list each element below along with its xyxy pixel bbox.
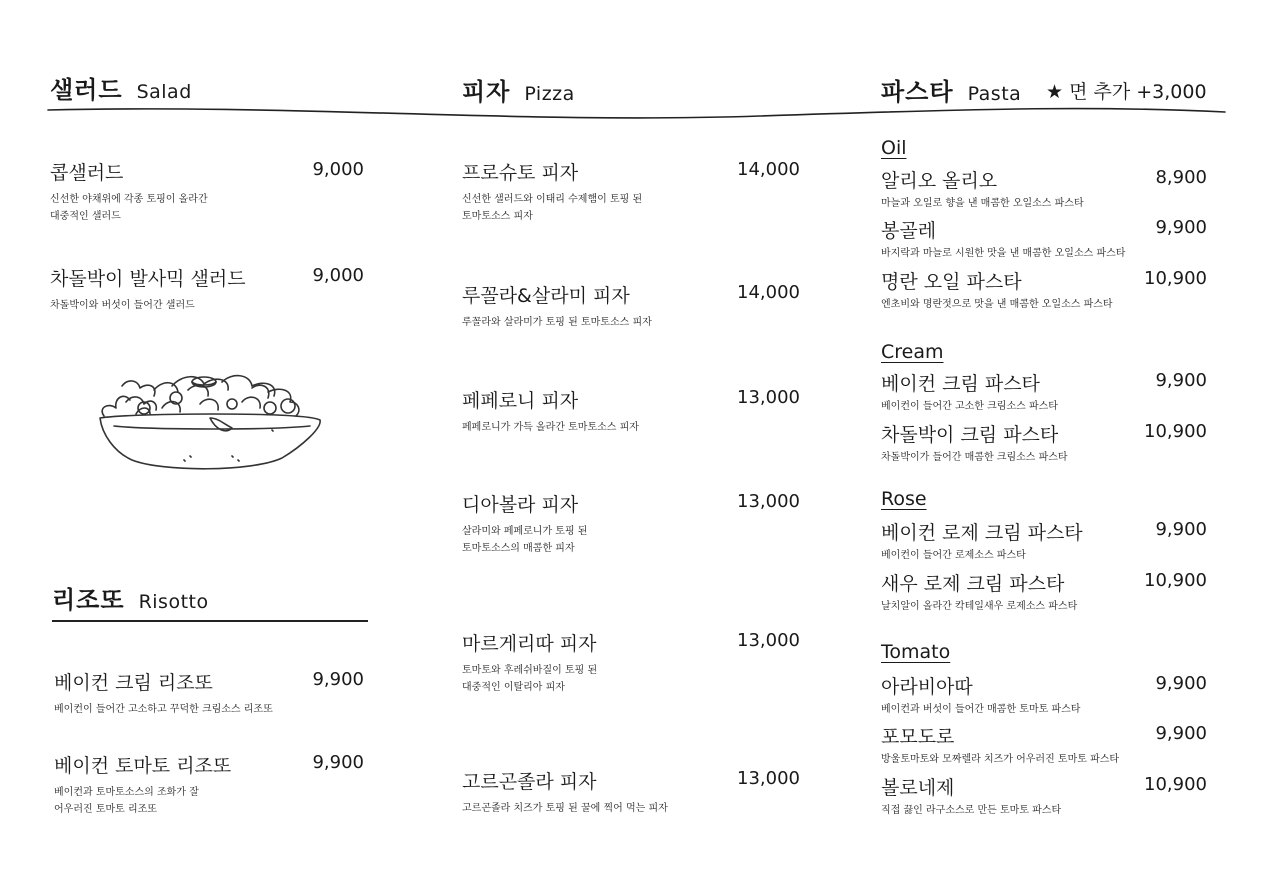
pasta-item-name: 베이컨 로제 크림 파스타	[881, 522, 1083, 544]
pasta-group-title-tomato: Tomato	[881, 641, 951, 663]
pizza-item-desc-line: 대중적인 이탈리아 피자	[462, 682, 565, 693]
pasta-item-desc: 엔초비와 명란젓으로 맛을 낸 매콤한 오일소스 파스타	[881, 299, 1113, 310]
pasta-item	[881, 569, 1209, 615]
pasta-item-price: 10,900	[1144, 774, 1207, 795]
pasta-item-desc: 마늘과 오일로 향을 낸 매콤한 오일소스 파스타	[881, 198, 1084, 209]
pizza-item-desc-line: 토마토소스 피자	[462, 211, 533, 222]
risotto-item-price: 9,900	[312, 669, 364, 690]
pizza-item-name: 프로슈토 피자	[462, 162, 579, 184]
risotto-divider	[52, 620, 368, 622]
pasta-item-desc: 베이컨이 들어간 고소한 크림소스 파스타	[881, 401, 1058, 412]
salad-item	[50, 158, 370, 225]
pasta-item-name: 차돌박이 크림 파스타	[881, 424, 1059, 446]
pizza-item	[462, 158, 802, 225]
pasta-item-desc: 날치알이 올라간 칵테일새우 로제소스 파스타	[881, 601, 1078, 612]
pizza-item-desc-line: 신선한 샐러드와 이태리 수제햄이 토핑 된	[462, 194, 643, 205]
pizza-item-name: 루꼴라&살라미 피자	[462, 285, 630, 307]
pasta-item-price: 9,900	[1155, 673, 1207, 694]
pasta-item-price: 9,900	[1155, 519, 1207, 540]
pizza-item-price: 13,000	[737, 387, 800, 408]
pasta-item-price: 9,900	[1155, 723, 1207, 744]
pasta-item-desc: 바지락과 마늘로 시원한 맛을 낸 매콤한 오일소스 파스타	[881, 248, 1126, 259]
pasta-item	[881, 267, 1209, 313]
pizza-item-desc-line: 루꼴라와 살라미가 토핑 된 토마토소스 피자	[462, 317, 652, 328]
pizza-item-price: 13,000	[737, 491, 800, 512]
pasta-item-price: 10,900	[1144, 268, 1207, 289]
pizza-item-desc-line: 고르곤졸라 치즈가 토핑 된 꿀에 찍어 먹는 피자	[462, 803, 668, 814]
pasta-item	[881, 420, 1209, 466]
pasta-item-name: 명란 오일 파스타	[881, 271, 1022, 293]
pizza-item-desc-line: 토마토와 후레쉬바질이 토핑 된	[462, 665, 598, 676]
pasta-item-desc: 베이컨이 들어간 로제소스 파스타	[881, 550, 1026, 561]
pasta-item	[881, 722, 1209, 768]
risotto-item-desc-line: 베이컨이 들어간 고소하고 꾸덕한 크림소스 리조또	[54, 704, 273, 715]
pizza-item-desc-line: 살라미와 페페로니가 토핑 된	[462, 526, 588, 537]
pasta-item-price: 8,900	[1155, 167, 1207, 188]
pizza-item-name: 디아볼라 피자	[462, 494, 579, 516]
pasta-item	[881, 672, 1209, 718]
pasta-item-desc: 방울토마토와 모짜렐라 치즈가 어우러진 토마토 파스타	[881, 754, 1120, 765]
salad-item-price: 9,000	[312, 159, 364, 180]
pizza-item-desc-line: 페페로니가 가득 올라간 토마토소스 피자	[462, 422, 639, 433]
risotto-title-en: Risotto	[138, 591, 209, 613]
pizza-item-desc-line: 토마토소스의 매콤한 피자	[462, 543, 575, 554]
pasta-group-title-oil: Oil	[881, 137, 907, 159]
risotto-item-desc-line: 베이컨과 토마토소스의 조화가 잘	[54, 787, 199, 798]
pizza-item	[462, 767, 802, 817]
pasta-item-price: 9,900	[1155, 370, 1207, 391]
salad-item-desc-line: 대중적인 샐러드	[50, 211, 121, 222]
risotto-title-ko: 리조또	[52, 586, 125, 614]
pasta-item-name: 새우 로제 크림 파스타	[881, 573, 1065, 595]
pizza-item-name: 고르곤졸라 피자	[462, 771, 597, 793]
pizza-item-price: 13,000	[737, 630, 800, 651]
pasta-item-price: 10,900	[1144, 421, 1207, 442]
salad-title-ko: 샐러드	[50, 76, 123, 104]
pasta-item	[881, 216, 1209, 262]
pizza-item-price: 14,000	[737, 159, 800, 180]
pizza-item-price: 13,000	[737, 768, 800, 789]
risotto-item	[54, 668, 370, 718]
pasta-title-ko: 파스타	[881, 78, 954, 106]
pasta-item-desc: 차돌박이가 들어간 매콤한 크림소스 파스타	[881, 452, 1068, 463]
pasta-noodle-extra-note: ★ 면 추가 +3,000	[1046, 81, 1207, 103]
pasta-item-price: 9,900	[1155, 217, 1207, 238]
pasta-item	[881, 166, 1209, 212]
pizza-title-en: Pizza	[524, 83, 575, 105]
pasta-item-desc: 직접 끓인 라구소스로 만든 토마토 파스타	[881, 805, 1062, 816]
pasta-item-name: 볼로네제	[881, 777, 955, 799]
pizza-item-price: 14,000	[737, 282, 800, 303]
salad-item-name: 차돌박이 발사믹 샐러드	[50, 268, 246, 290]
pasta-title-en: Pasta	[967, 83, 1022, 105]
pasta-item-name: 봉골레	[881, 220, 937, 242]
pasta-item	[881, 369, 1209, 415]
pasta-item-price: 10,900	[1144, 570, 1207, 591]
salad-item-desc-line: 차돌박이와 버섯이 들어간 샐러드	[50, 300, 195, 311]
pasta-item-name: 아라비아따	[881, 676, 973, 698]
pasta-item	[881, 773, 1209, 819]
pizza-item	[462, 281, 802, 331]
pizza-item	[462, 490, 802, 557]
risotto-item-desc-line: 어우러진 토마토 리조또	[54, 804, 157, 815]
pasta-group-title-rose: Rose	[881, 488, 927, 510]
pizza-item	[462, 386, 802, 436]
salad-item-desc-line: 신선한 야채위에 각종 토핑이 올라간	[50, 194, 208, 205]
pasta-group-title-cream: Cream	[881, 341, 944, 363]
risotto-item-name: 베이컨 토마토 리조또	[54, 755, 232, 777]
salad-item	[50, 264, 370, 314]
pizza-item	[462, 629, 802, 696]
pasta-item-name: 알리오 올리오	[881, 170, 998, 192]
pizza-item-name: 페페로니 피자	[462, 390, 579, 412]
salad-item-price: 9,000	[312, 265, 364, 286]
pasta-item-name: 베이컨 크림 파스타	[881, 373, 1040, 395]
risotto-item	[54, 751, 370, 818]
pasta-item	[881, 518, 1209, 564]
salad-bowl-icon	[92, 368, 328, 480]
pasta-item-desc: 베이컨과 버섯이 들어간 매콤한 토마토 파스타	[881, 704, 1081, 715]
pasta-item-name: 포모도로	[881, 726, 955, 748]
pizza-title-ko: 피자	[462, 78, 511, 106]
risotto-section-title	[52, 580, 209, 615]
risotto-item-price: 9,900	[312, 752, 364, 773]
salad-title-en: Salad	[136, 81, 192, 103]
pizza-item-name: 마르게리따 피자	[462, 633, 597, 655]
header-divider	[0, 0, 1264, 140]
risotto-item-name: 베이컨 크림 리조또	[54, 672, 213, 694]
salad-item-name: 콥샐러드	[50, 162, 124, 184]
